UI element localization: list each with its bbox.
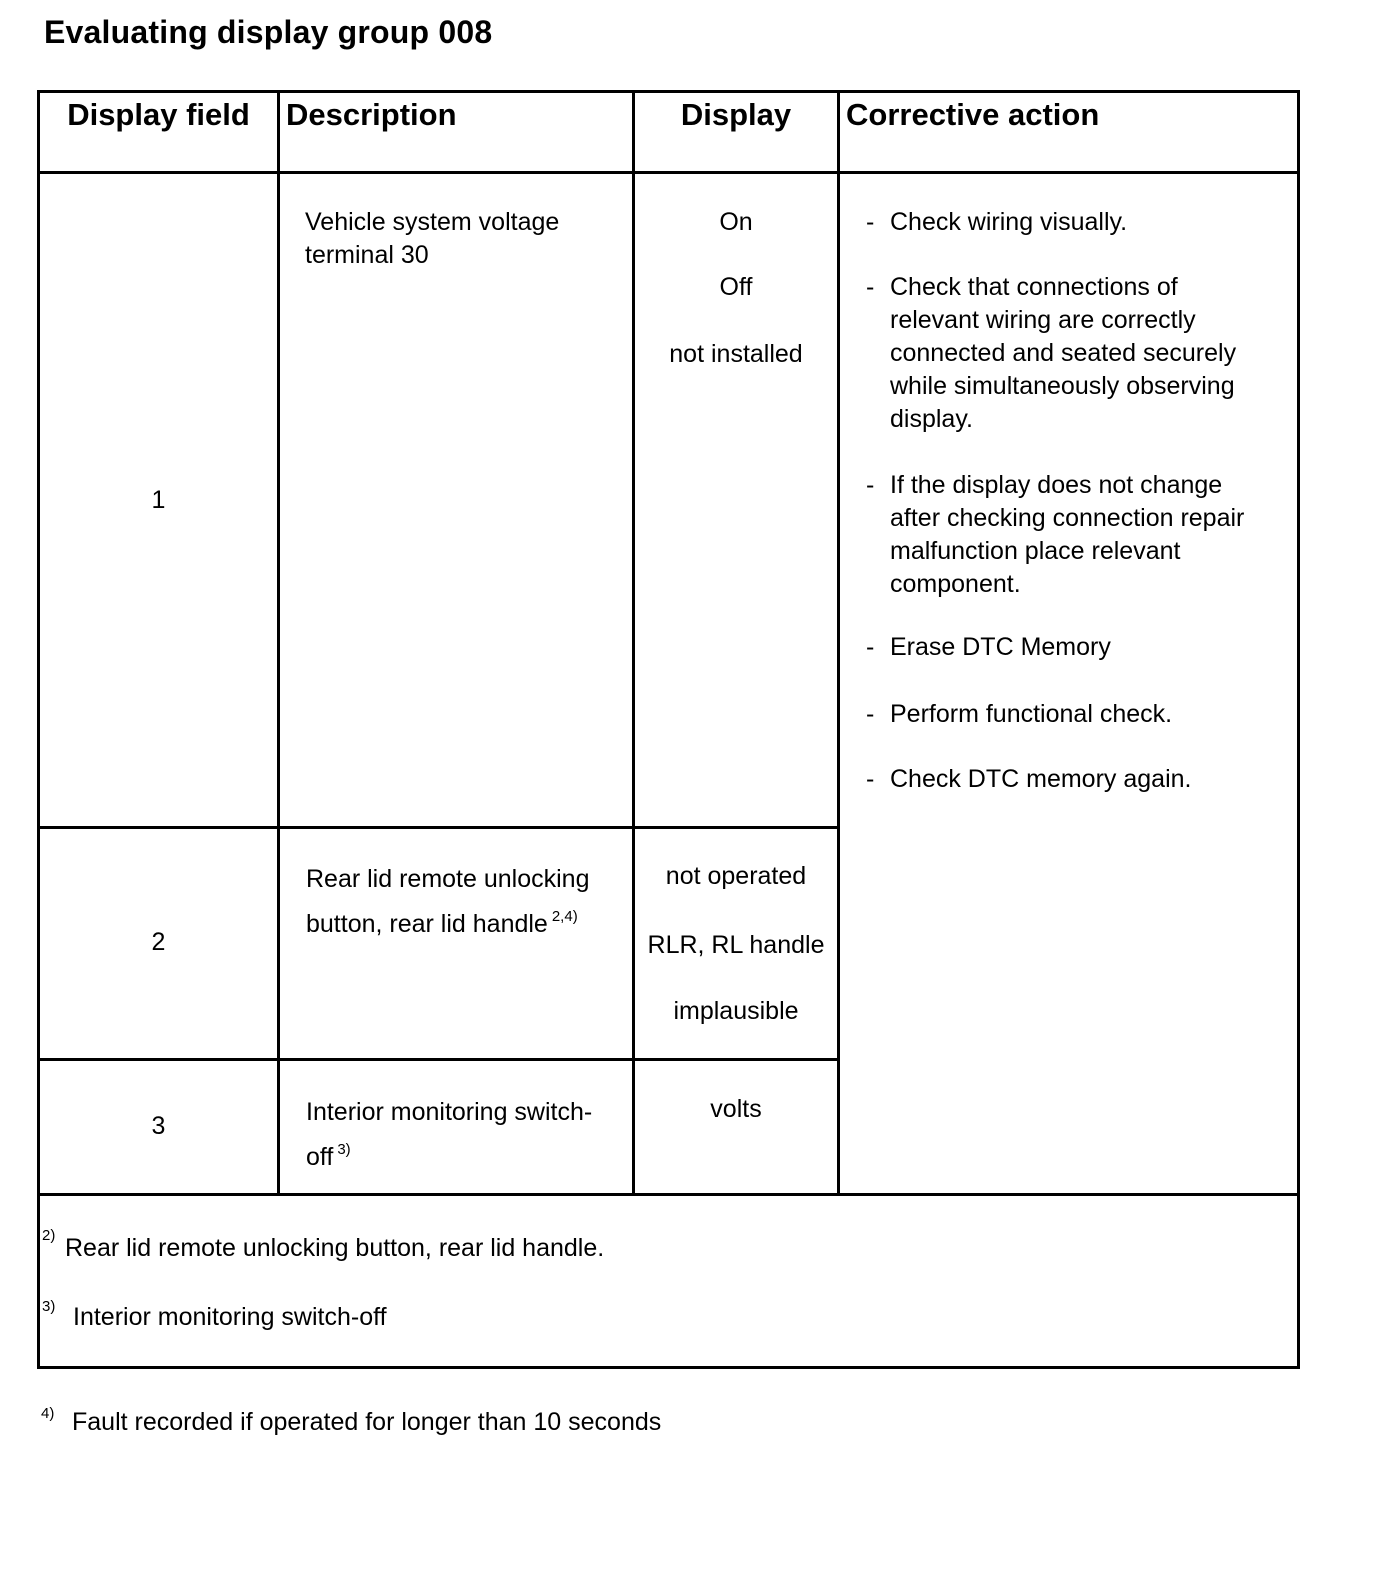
action-line: connected and seated securely [890, 339, 1237, 367]
action-line: Check wiring visually. [890, 208, 1128, 236]
header-corrective-action: Corrective action [846, 97, 1100, 132]
col-divider-2 [632, 93, 635, 1196]
action-dash: - [866, 765, 875, 793]
row1-description-line2: terminal 30 [305, 241, 429, 269]
action-dash: - [866, 208, 875, 236]
row2-display-not-operated: not operated [665, 862, 807, 890]
action-dash: - [866, 273, 875, 301]
row2-field: 2 [151, 928, 166, 956]
action-text [890, 206, 1127, 239]
action-dash: - [866, 700, 875, 728]
row3-description-line2: off [306, 1143, 334, 1171]
row3-description-line1: Interior monitoring switch- [306, 1098, 593, 1126]
action-line: Erase DTC Memory [890, 633, 1111, 661]
action-line: component. [890, 570, 1021, 598]
action-line: while simultaneously observing [890, 372, 1235, 400]
action-line: display. [890, 405, 973, 433]
action-text [890, 469, 1244, 601]
footnote-text: Interior monitoring switch-off [73, 1303, 387, 1331]
row3-footnote-ref: 3) [337, 1141, 351, 1158]
row1-divider [40, 826, 837, 829]
row2-display-rlr-handle: RLR, RL handle [647, 931, 825, 959]
footnote-mark: 4) [41, 1405, 55, 1422]
action-text [890, 271, 1236, 436]
action-line: after checking connection repair [890, 504, 1245, 532]
row1-description-line1: Vehicle system voltage [305, 208, 560, 236]
col-divider-3 [837, 93, 840, 1196]
row2-divider [40, 1058, 837, 1061]
action-dash: - [866, 471, 875, 499]
action-line: relevant wiring are correctly [890, 306, 1196, 334]
action-line: Check that connections of [890, 273, 1178, 301]
footnote-mark: 3) [42, 1298, 56, 1315]
row3-description [306, 1093, 592, 1176]
row1-display-not-installed: not installed [669, 340, 803, 368]
action-text [890, 763, 1191, 796]
action-line: If the display does not change [890, 471, 1223, 499]
row1-description [305, 206, 559, 272]
col-divider-1 [277, 93, 280, 1196]
row2-description [306, 860, 589, 943]
row2-display-implausible: implausible [673, 997, 799, 1025]
rows-bottom-divider [40, 1193, 1297, 1196]
row3-field: 3 [151, 1112, 166, 1140]
row2-description-line1: Rear lid remote unlocking [306, 865, 590, 893]
row3-display-volts: volts [710, 1095, 762, 1123]
row2-description-line2: button, rear lid handle [306, 910, 548, 938]
page-title: Evaluating display group 008 [44, 14, 493, 50]
row1-display-on: On [719, 208, 753, 236]
action-text [890, 698, 1172, 731]
row1-display-off: Off [719, 273, 753, 301]
footnote-mark: 2) [42, 1227, 56, 1244]
header-display: Display [680, 97, 792, 132]
footnote-text: Rear lid remote unlocking button, rear lid handle. [65, 1234, 605, 1262]
footnote-text: Fault recorded if operated for longer than 10 seconds [72, 1408, 662, 1436]
header-description: Description [286, 97, 457, 132]
action-line: Check DTC memory again. [890, 765, 1192, 793]
action-line: Perform functional check. [890, 700, 1173, 728]
action-dash: - [866, 633, 875, 661]
display-group-table [37, 90, 1300, 1369]
row1-field: 1 [151, 486, 166, 514]
header-divider [40, 171, 1297, 174]
header-display-field: Display field [67, 97, 250, 132]
action-line: malfunction place relevant [890, 537, 1181, 565]
action-text [890, 631, 1111, 664]
row2-footnote-ref: 2,4) [551, 908, 578, 925]
